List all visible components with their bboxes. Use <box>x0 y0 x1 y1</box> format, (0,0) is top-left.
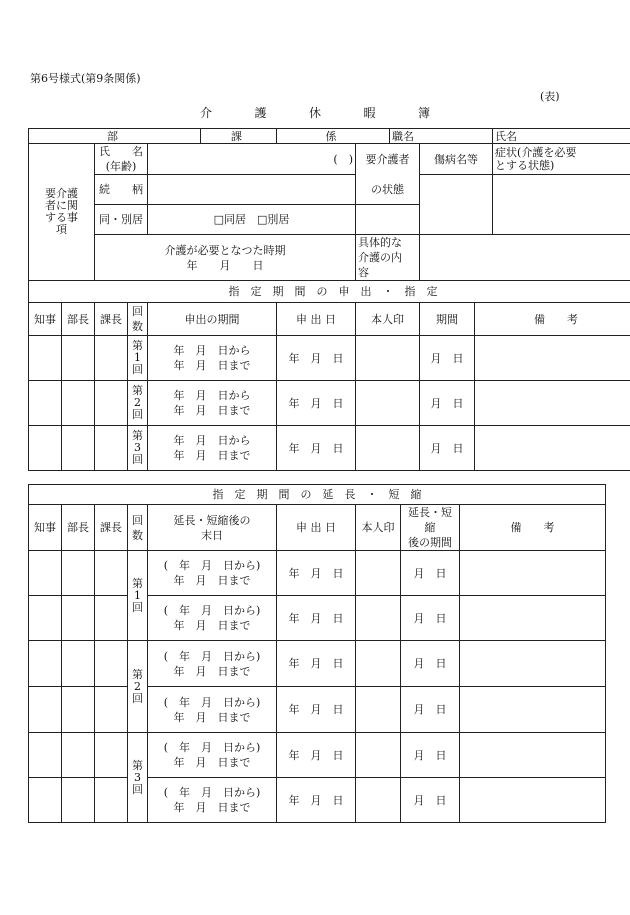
symptom-field[interactable] <box>493 175 630 235</box>
governor-seal-cell[interactable] <box>29 641 62 687</box>
section1-title: 指 定 期 間 の 申 出 ・ 指 定 <box>29 281 630 303</box>
table-row <box>29 778 606 823</box>
col-seal: 本人印 <box>356 505 401 551</box>
remarks-cell[interactable] <box>460 687 606 733</box>
chief-seal-cell[interactable] <box>95 336 128 381</box>
relation-field[interactable] <box>148 175 356 205</box>
extension-table <box>28 484 606 823</box>
section-cell: 課 <box>201 129 277 144</box>
chief-seal-cell[interactable] <box>95 733 128 778</box>
seal-cell[interactable] <box>356 733 401 778</box>
col-governor: 知事 <box>29 303 62 336</box>
new-term-cell[interactable]: 月 日 <box>401 641 460 687</box>
col-term: 期間 <box>420 303 475 336</box>
col-request-period: 申出の期間 <box>148 303 277 336</box>
table-row <box>29 687 606 733</box>
col-count: 回 数 <box>128 303 148 336</box>
name-age-label: 氏 名 (年齢) <box>95 144 148 175</box>
symptom-label: 症状(介護を必要 とする状態) <box>493 144 630 175</box>
seal-cell[interactable] <box>356 596 401 641</box>
table-row <box>29 733 606 778</box>
remarks-cell[interactable] <box>475 426 630 471</box>
state-blank <box>356 205 420 235</box>
governor-seal-cell[interactable] <box>29 426 62 471</box>
director-seal-cell[interactable] <box>62 596 95 641</box>
new-end-date-cell[interactable]: ( 年 月 日から) 年 月 日まで <box>148 687 277 733</box>
care-recipient-group-label: 要介護 者に関 する事 項 <box>29 144 95 281</box>
round-label: 第 3 回 <box>128 426 148 471</box>
seal-cell[interactable] <box>356 381 420 426</box>
round-label: 第 2 回 <box>128 641 148 733</box>
request-date-cell[interactable]: 年 月 日 <box>277 551 356 596</box>
request-date-cell[interactable]: 年 月 日 <box>277 336 356 381</box>
title-char: 介 <box>200 106 213 120</box>
seal-cell[interactable] <box>356 778 401 823</box>
new-end-date-cell[interactable]: ( 年 月 日から) 年 月 日まで <box>148 551 277 596</box>
seal-cell[interactable] <box>356 687 401 733</box>
round-label: 第 1 回 <box>128 336 148 381</box>
job-title-cell: 職名 <box>390 129 493 144</box>
new-term-cell[interactable]: 月 日 <box>401 778 460 823</box>
title-char: 休 <box>308 106 321 120</box>
remarks-cell[interactable] <box>475 381 630 426</box>
chief-seal-cell[interactable] <box>95 381 128 426</box>
governor-seal-cell[interactable] <box>29 687 62 733</box>
subsection-cell: 係 <box>277 129 390 144</box>
request-date-cell[interactable]: 年 月 日 <box>277 733 356 778</box>
director-seal-cell[interactable] <box>62 551 95 596</box>
round-label: 第 3 回 <box>128 733 148 823</box>
col-chief: 課長 <box>95 505 128 551</box>
director-seal-cell[interactable] <box>62 381 95 426</box>
request-date-cell[interactable]: 年 月 日 <box>277 381 356 426</box>
governor-seal-cell[interactable] <box>29 551 62 596</box>
director-seal-cell[interactable] <box>62 426 95 471</box>
governor-seal-cell[interactable] <box>29 381 62 426</box>
chief-seal-cell[interactable] <box>95 426 128 471</box>
seal-cell[interactable] <box>356 336 420 381</box>
round-label: 第 2 回 <box>128 381 148 426</box>
table-row <box>29 426 630 471</box>
col-governor: 知事 <box>29 505 62 551</box>
table-row <box>29 596 606 641</box>
table-row <box>29 641 606 687</box>
round-label: 第 1 回 <box>128 551 148 641</box>
new-term-cell[interactable]: 月 日 <box>401 733 460 778</box>
request-date-cell[interactable]: 年 月 日 <box>277 426 356 471</box>
term-cell[interactable]: 月 日 <box>420 426 475 471</box>
term-cell[interactable]: 月 日 <box>420 381 475 426</box>
leave-register-table <box>28 128 630 471</box>
section2-column-headers <box>29 505 606 551</box>
col-director: 部長 <box>62 303 95 336</box>
new-term-cell[interactable]: 月 日 <box>401 596 460 641</box>
request-date-cell[interactable]: 年 月 日 <box>277 687 356 733</box>
title-char: 護 <box>254 106 267 120</box>
cohabit-options[interactable]: □同居 □別居 <box>148 205 356 235</box>
request-date-cell[interactable]: 年 月 日 <box>277 778 356 823</box>
col-remarks: 備 考 <box>475 303 630 336</box>
seal-cell[interactable] <box>356 641 401 687</box>
request-period-cell[interactable]: 年 月 日から 年 月 日まで <box>148 381 277 426</box>
section1-column-headers <box>29 303 630 336</box>
care-content-field[interactable] <box>420 235 630 281</box>
request-date-cell[interactable]: 年 月 日 <box>277 596 356 641</box>
director-seal-cell[interactable] <box>62 778 95 823</box>
remarks-cell[interactable] <box>460 641 606 687</box>
col-chief: 課長 <box>95 303 128 336</box>
name-age-field[interactable]: ( ) <box>148 144 356 175</box>
remarks-cell[interactable] <box>460 551 606 596</box>
remarks-cell[interactable] <box>475 336 630 381</box>
form-number: 第6号様式(第9条関係) <box>30 72 141 85</box>
section2-title: 指 定 期 間 の 延 長 ・ 短 縮 <box>29 485 606 505</box>
request-period-cell[interactable]: 年 月 日から 年 月 日まで <box>148 336 277 381</box>
dept-cell: 部 <box>29 129 201 144</box>
seal-cell[interactable] <box>356 426 420 471</box>
cohabit-label: 同・別居 <box>95 205 148 235</box>
table-row <box>29 381 630 426</box>
col-seal: 本人印 <box>356 303 420 336</box>
director-seal-cell[interactable] <box>62 687 95 733</box>
chief-seal-cell[interactable] <box>95 551 128 596</box>
care-content-label: 具体的な 介護の内 容 <box>356 235 420 281</box>
new-term-cell[interactable]: 月 日 <box>401 687 460 733</box>
new-end-date-cell[interactable]: ( 年 月 日から) 年 月 日まで <box>148 596 277 641</box>
governor-seal-cell[interactable] <box>29 596 62 641</box>
chief-seal-cell[interactable] <box>95 641 128 687</box>
table-row <box>29 336 630 381</box>
relation-label: 続 柄 <box>95 175 148 205</box>
title-char: 簿 <box>417 106 430 120</box>
col-request-date: 申 出 日 <box>277 505 356 551</box>
col-director: 部長 <box>62 505 95 551</box>
request-date-cell[interactable]: 年 月 日 <box>277 641 356 687</box>
new-end-date-cell[interactable]: ( 年 月 日から) 年 月 日まで <box>148 641 277 687</box>
governor-seal-cell[interactable] <box>29 778 62 823</box>
need-time-cell[interactable]: 介護が必要となつた時期 年 月 日 <box>95 235 356 281</box>
name-header-cell: 氏名 <box>493 129 630 144</box>
new-end-date-cell[interactable]: ( 年 月 日から) 年 月 日まで <box>148 778 277 823</box>
term-cell[interactable]: 月 日 <box>420 336 475 381</box>
director-seal-cell[interactable] <box>62 733 95 778</box>
title-char: 暇 <box>363 106 376 120</box>
remarks-cell[interactable] <box>460 778 606 823</box>
chief-seal-cell[interactable] <box>95 687 128 733</box>
governor-seal-cell[interactable] <box>29 733 62 778</box>
new-term-cell[interactable]: 月 日 <box>401 551 460 596</box>
request-period-cell[interactable]: 年 月 日から 年 月 日まで <box>148 426 277 471</box>
director-seal-cell[interactable] <box>62 641 95 687</box>
new-end-date-cell[interactable]: ( 年 月 日から) 年 月 日まで <box>148 733 277 778</box>
col-new-term: 延長・短縮 後の期間 <box>401 505 460 551</box>
chief-seal-cell[interactable] <box>95 778 128 823</box>
seal-cell[interactable] <box>356 551 401 596</box>
remarks-cell[interactable] <box>460 733 606 778</box>
col-remarks: 備 考 <box>460 505 606 551</box>
chief-seal-cell[interactable] <box>95 596 128 641</box>
disease-field[interactable] <box>420 175 493 235</box>
col-request-date: 申 出 日 <box>277 303 356 336</box>
col-count: 回 数 <box>128 505 148 551</box>
col-new-end-date: 延長・短縮後の 末日 <box>148 505 277 551</box>
header-row <box>29 129 630 144</box>
side-label: (表) <box>540 90 560 103</box>
document-title <box>200 104 430 121</box>
table-row <box>29 551 606 596</box>
director-seal-cell[interactable] <box>62 336 95 381</box>
governor-seal-cell[interactable] <box>29 336 62 381</box>
disease-label: 傷病名等 <box>420 144 493 175</box>
care-state-label: 要介護者 の状態 <box>356 144 420 205</box>
remarks-cell[interactable] <box>460 596 606 641</box>
